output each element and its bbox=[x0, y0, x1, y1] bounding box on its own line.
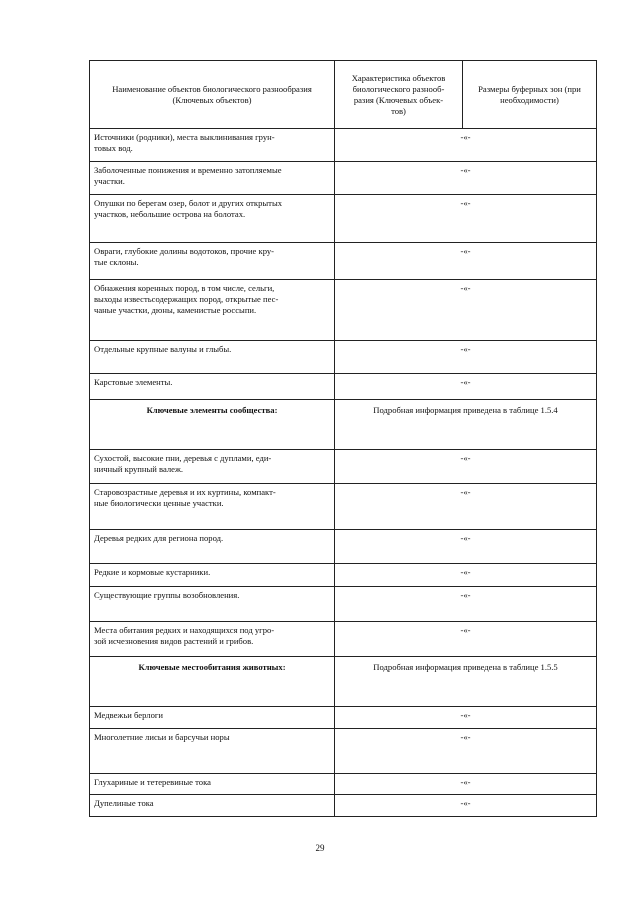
ditto-cell: -«- bbox=[335, 622, 597, 657]
object-name-cell: Опушки по берегам озер, болот и других открытых участков, небольшие острова на болотах. bbox=[90, 195, 335, 243]
table-row bbox=[90, 729, 597, 774]
header-buffer-size: Размеры буферных зон (при необходимости) bbox=[463, 61, 597, 129]
ditto-cell: -«- bbox=[335, 795, 597, 817]
table-row bbox=[90, 129, 597, 162]
object-name-cell: Обнажения коренных пород, в том числе, сельги, выходы известьсодержащих пород, открытые пес- чаные участки, дюны, каменистые россыпи. bbox=[90, 280, 335, 341]
table-row bbox=[90, 195, 597, 243]
table-row bbox=[90, 622, 597, 657]
ditto-cell: -«- bbox=[335, 707, 597, 729]
section-row bbox=[90, 400, 597, 450]
section-title: Ключевые местообитания животных: bbox=[90, 657, 335, 707]
table-row bbox=[90, 243, 597, 280]
header-characteristic: Характеристика объектов биологического разнооб- разия (Ключевых объек- тов) bbox=[335, 61, 463, 129]
ditto-cell: -«- bbox=[335, 341, 597, 374]
table-row bbox=[90, 374, 597, 400]
table-header-row bbox=[90, 61, 597, 129]
object-name-cell: Источники (родники), места выклинивания грун- товых вод. bbox=[90, 129, 335, 162]
ditto-cell: -«- bbox=[335, 484, 597, 530]
object-name-cell: Редкие и кормовые кустарники. bbox=[90, 564, 335, 587]
table-row bbox=[90, 450, 597, 484]
object-name-cell: Карстовые элементы. bbox=[90, 374, 335, 400]
ditto-cell: -«- bbox=[335, 530, 597, 564]
section-reference-cell: Подробная информация приведена в таблице 1.5.4 bbox=[335, 400, 597, 450]
object-name-cell: Существующие группы возобновления. bbox=[90, 587, 335, 622]
ditto-cell: -«- bbox=[335, 729, 597, 774]
ditto-cell: -«- bbox=[335, 450, 597, 484]
table-row bbox=[90, 280, 597, 341]
object-name-cell: Глухариные и тетеревиные тока bbox=[90, 774, 335, 795]
table-row bbox=[90, 795, 597, 817]
header-object-name: Наименование объектов биологического разнообразия (Ключевых объектов) bbox=[90, 61, 335, 129]
ditto-cell: -«- bbox=[335, 129, 597, 162]
table-row bbox=[90, 587, 597, 622]
table-row bbox=[90, 707, 597, 729]
table-row bbox=[90, 774, 597, 795]
ditto-cell: -«- bbox=[335, 195, 597, 243]
table-row bbox=[90, 162, 597, 195]
section-row bbox=[90, 657, 597, 707]
ditto-cell: -«- bbox=[335, 280, 597, 341]
object-name-cell: Деревья редких для региона пород. bbox=[90, 530, 335, 564]
ditto-cell: -«- bbox=[335, 564, 597, 587]
ditto-cell: -«- bbox=[335, 374, 597, 400]
ditto-cell: -«- bbox=[335, 162, 597, 195]
page-number: 29 bbox=[315, 843, 325, 853]
object-name-cell: Медвежьи берлоги bbox=[90, 707, 335, 729]
object-name-cell: Овраги, глубокие долины водотоков, прочие кру- тые склоны. bbox=[90, 243, 335, 280]
table-row bbox=[90, 564, 597, 587]
object-name-cell: Сухостой, высокие пни, деревья с дуплами, еди- ничный крупный валеж. bbox=[90, 450, 335, 484]
object-name-cell: Места обитания редких и находящихся под угро- зой исчезновения видов растений и грибов. bbox=[90, 622, 335, 657]
ditto-cell: -«- bbox=[335, 774, 597, 795]
object-name-cell: Дупелиные тока bbox=[90, 795, 335, 817]
object-name-cell: Заболоченные понижения и временно затопляемые участки. bbox=[90, 162, 335, 195]
object-name-cell: Старовозрастные деревья и их куртины, компакт- ные биологически ценные участки. bbox=[90, 484, 335, 530]
table-row bbox=[90, 530, 597, 564]
ditto-cell: -«- bbox=[335, 243, 597, 280]
ditto-cell: -«- bbox=[335, 587, 597, 622]
object-name-cell: Многолетние лисьи и барсучьи норы bbox=[90, 729, 335, 774]
section-reference-cell: Подробная информация приведена в таблице 1.5.5 bbox=[335, 657, 597, 707]
table-row bbox=[90, 341, 597, 374]
table-row bbox=[90, 484, 597, 530]
object-name-cell: Отдельные крупные валуны и глыбы. bbox=[90, 341, 335, 374]
buffer-zone-table bbox=[89, 60, 597, 817]
section-title: Ключевые элементы сообщества: bbox=[90, 400, 335, 450]
